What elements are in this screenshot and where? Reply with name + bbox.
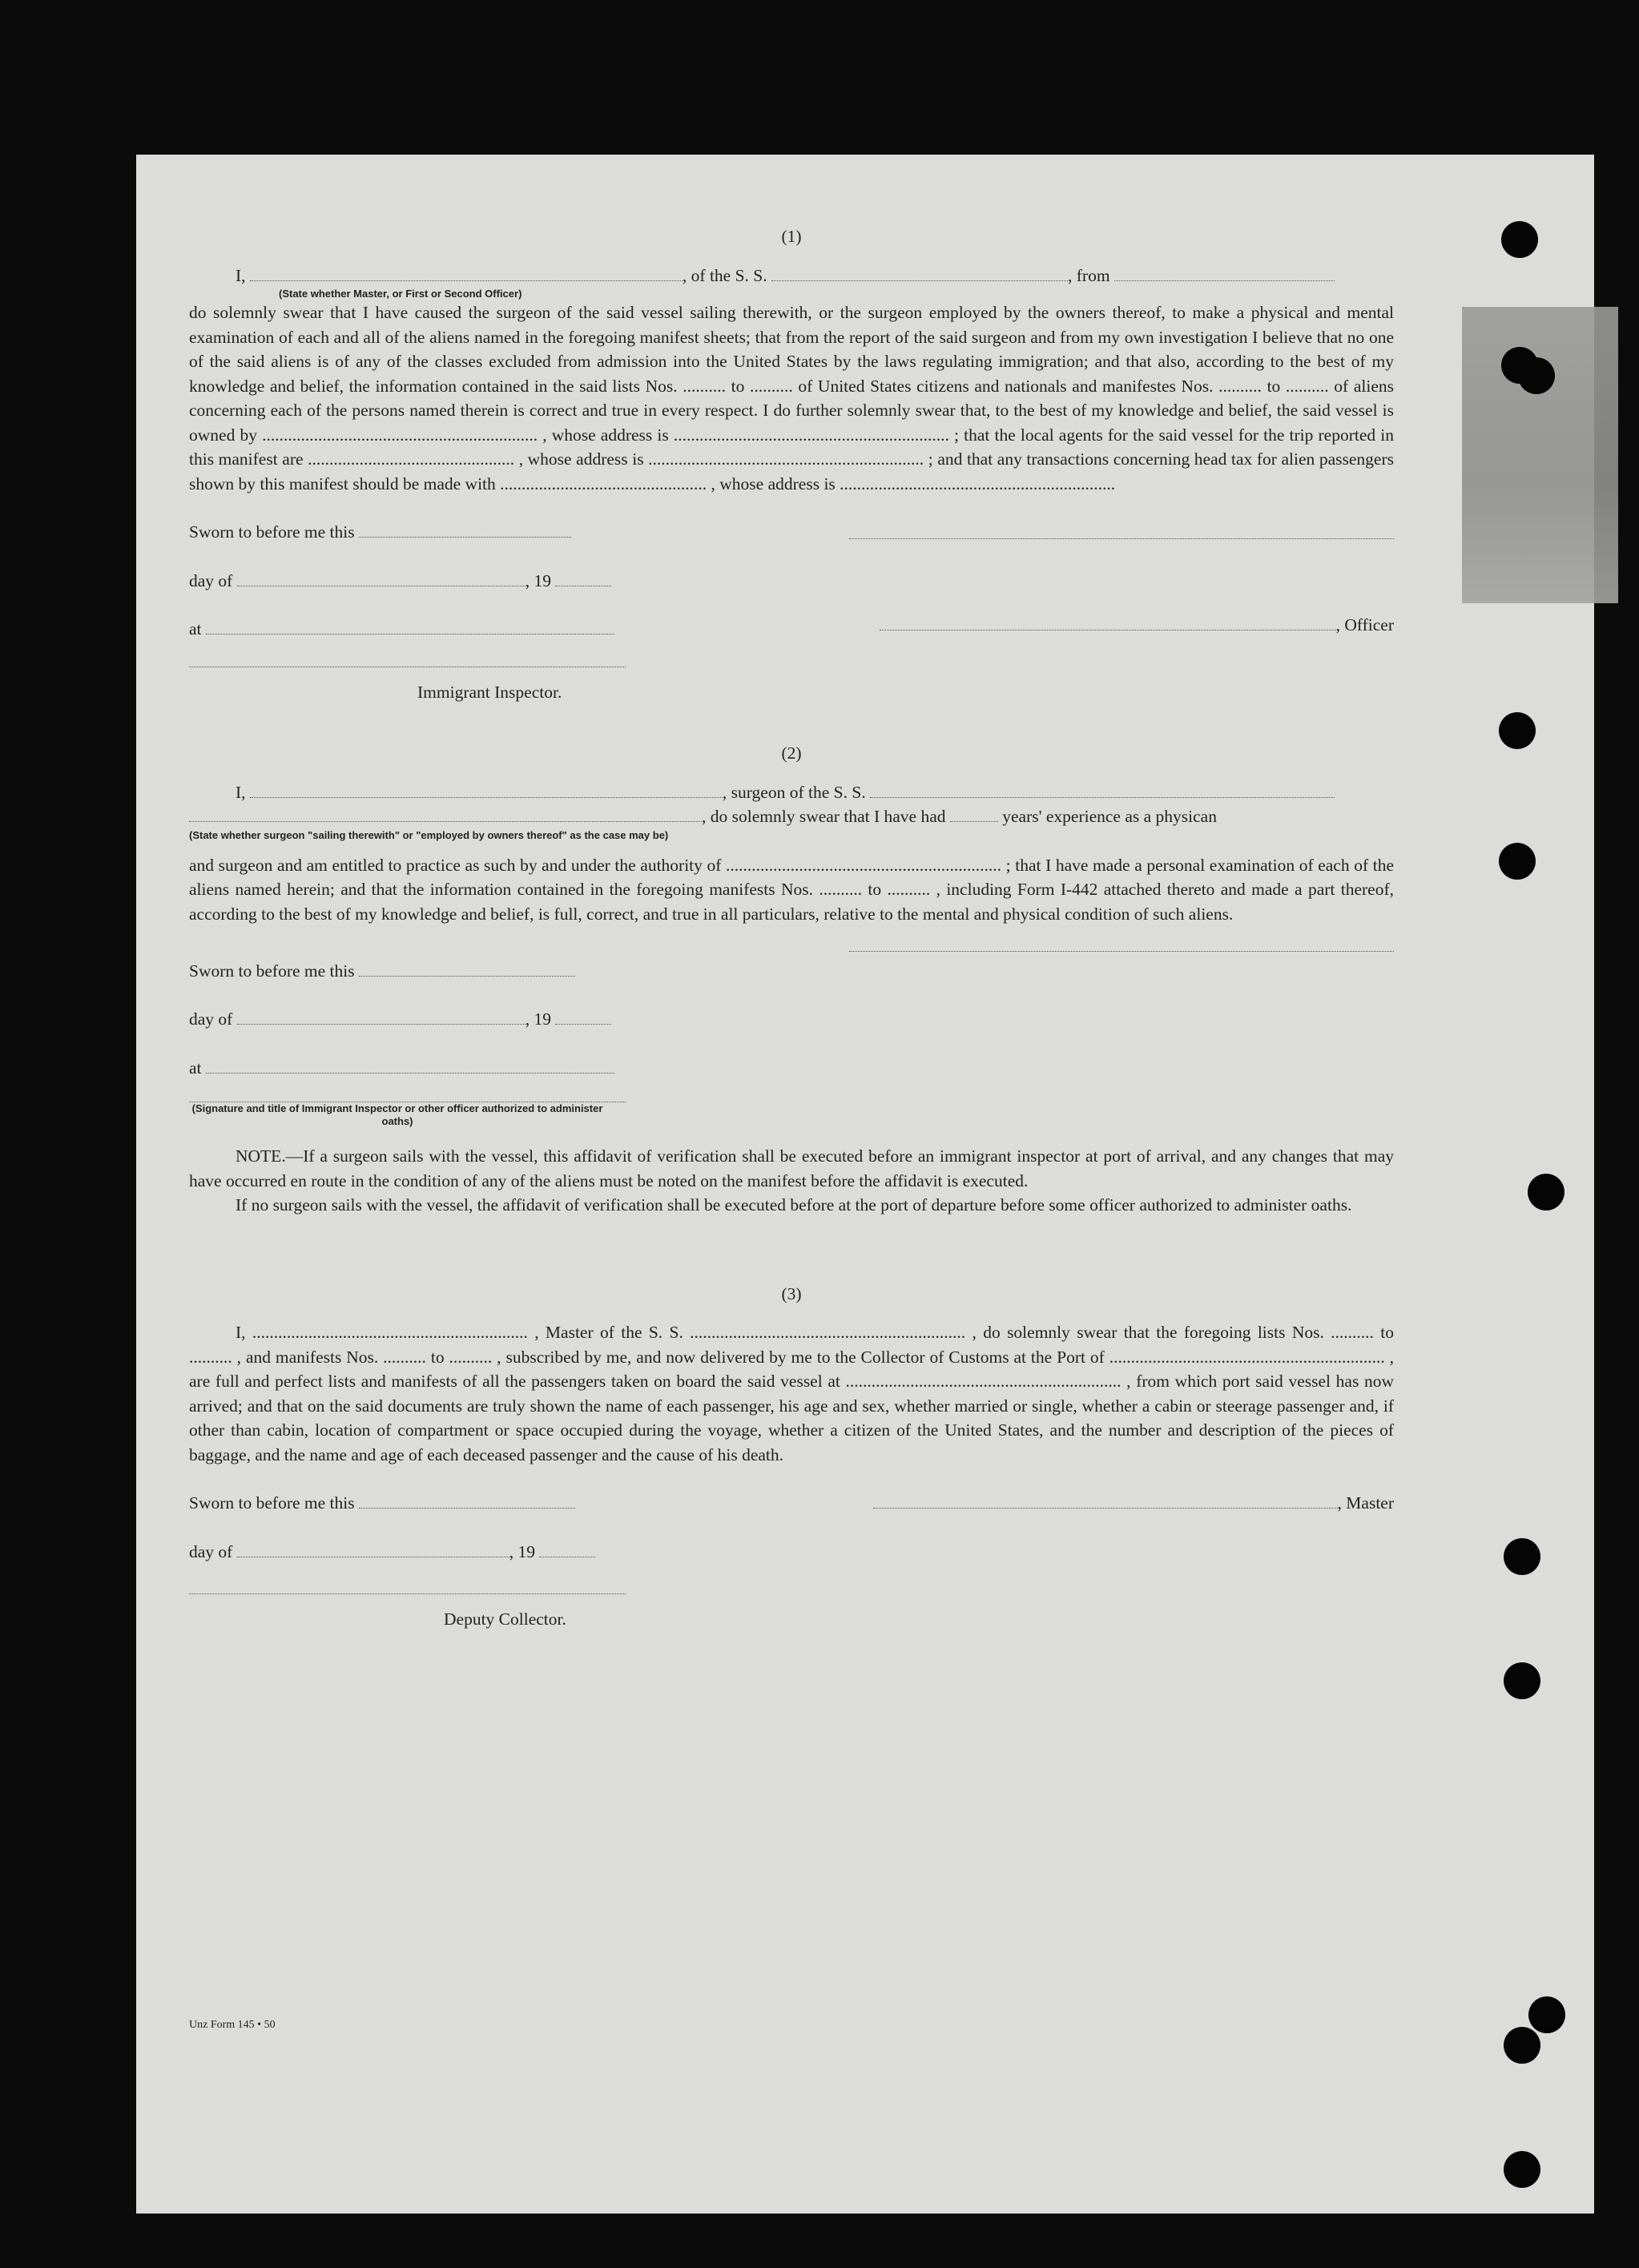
punch-hole bbox=[1504, 1662, 1540, 1699]
form-content bbox=[189, 224, 1394, 1632]
inspector-title: Immigrant Inspector. bbox=[417, 682, 562, 702]
form-number: Unz Form 145 • 50 bbox=[189, 2019, 276, 2031]
surgeon-name-field[interactable] bbox=[250, 783, 723, 798]
officer-signature-field[interactable] bbox=[880, 615, 1336, 630]
place-field[interactable] bbox=[206, 619, 614, 634]
day-field[interactable] bbox=[237, 1542, 509, 1557]
punch-hole bbox=[1528, 1174, 1564, 1211]
day-field[interactable] bbox=[237, 1009, 526, 1025]
punch-hole bbox=[1499, 843, 1536, 880]
master-signature-field[interactable] bbox=[873, 1493, 1338, 1509]
punch-hole bbox=[1518, 357, 1555, 394]
surgeon-status-field[interactable] bbox=[189, 807, 702, 822]
signature-caption: (Signature and title of Immigrant Inspector or other officer authorized to administer oaths) bbox=[191, 1102, 603, 1127]
place-field[interactable] bbox=[206, 1058, 614, 1074]
oath-line-1: I, , of the S. S. , from bbox=[189, 264, 1394, 288]
signature-block: Sworn to before me this day of , 19 at Immigrant Inspector. , Officer bbox=[189, 520, 1394, 704]
punch-hole bbox=[1501, 221, 1538, 258]
note-paragraph-1: NOTE.—If a surgeon sails with the vessel, this affidavit of verification shall be executed before an immigrant inspector at port of arrival, and any changes that may have occurred en route in the condition of any of the aliens must be noted on the manifest before the affidavit is executed. bbox=[189, 1146, 1394, 1190]
year-field[interactable] bbox=[555, 571, 611, 586]
sworn-date-field[interactable] bbox=[359, 522, 571, 538]
tape-patch bbox=[1462, 307, 1618, 603]
years-field[interactable] bbox=[950, 807, 998, 822]
surgeon-line-1: I, , surgeon of the S. S. bbox=[189, 780, 1394, 805]
vessel-name-field[interactable] bbox=[771, 266, 1068, 281]
note-paragraph-2: If no surgeon sails with the vessel, the affidavit of verification shall be executed before at the port of departure before some officer authorized to administer oaths. bbox=[236, 1195, 1352, 1215]
section-number: (2) bbox=[781, 743, 802, 763]
surgeon-line-2: , do solemnly swear that I have had years' experience as a physican bbox=[189, 804, 1394, 829]
sworn-date-field[interactable] bbox=[359, 1493, 575, 1509]
surgeon-signature-line[interactable] bbox=[849, 950, 1394, 952]
from-port-field[interactable] bbox=[1114, 266, 1335, 281]
surgeon-vessel-field[interactable] bbox=[870, 783, 1335, 798]
punch-hole bbox=[1528, 1996, 1565, 2033]
signature-block: Sworn to before me this day of , 19 Deputy Collector. , Master bbox=[189, 1491, 1394, 1632]
punch-hole bbox=[1504, 2027, 1540, 2064]
officer-field[interactable] bbox=[250, 266, 683, 281]
signature-block: Sworn to before me this day of , 19 at (Signature and title of Immigrant Inspector or other officer authorized to administer oaths) bbox=[189, 950, 1394, 1128]
field-caption: (State whether surgeon "sailing therewith" or "employed by owners thereof" as the case may be) bbox=[189, 828, 669, 841]
punch-hole bbox=[1499, 712, 1536, 749]
punch-hole bbox=[1504, 2151, 1540, 2188]
sworn-date-field[interactable] bbox=[359, 961, 575, 977]
year-field[interactable] bbox=[539, 1542, 595, 1557]
collector-title: Deputy Collector. bbox=[444, 1609, 566, 1629]
oath-body: do solemnly swear that I have caused the surgeon of the said vessel sailing therewith, or the surgeon employed by the owners thereof, to make a physical and mental examination of each and all of the aliens named in the foregoing manifest sheets; that from the report of the said surgeon and from my own investigation I believe that no one of the said aliens is of any of the classes excluded from admission into the United States by the laws regulating immigration; and that also, according to the best of my knowledge and belief, the information contained in the said lists Nos. .......... to .......... of United States citizens and nationals and manifestes Nos. .......... to .......... of aliens concerning each of the persons named therein is correct and true in every respect. I do further solemnly swear that, to the best of my knowledge and belief, the said vessel is owned by ................................................................ , whose address is ................................................................ ; that the local agents for the said vessel for the trip reported in this manifest are ................................................ , whose address is ................................................................ ; and that any transactions concerning head tax for alien passengers shown by this manifest should be made with ................................................ , whose address is ................................................................ bbox=[189, 303, 1394, 493]
master-body: I, ................................................................ , Master of the S. S. ................................................................ , do solemnly swear that the foregoing lists Nos. .......... to .......... , and manifests Nos. .......... to .......... , subscribed by me, and now delivered by me to the Collector of Customs at the Port of ................................................................ , are full and perfect lists and manifests of all the passengers taken on board the said vessel at ................................................................ , from which port said vessel has now arrived; and that on the said documents are truly shown the name of each passenger, his age and sex, whether married or single, whether a cabin or steerage passenger and, if other than cabin, location of compartment or space occupied during the voyage, whether a citizen of the United States, and the number and description of the pieces of baggage, and the name and age of each deceased passenger and the cause of his death. bbox=[189, 1323, 1394, 1464]
surgeon-body: and surgeon and am entitled to practice as such by and under the authority of ................................................................ ; that I have made a personal examination of each of the aliens named herein; and that the information contained in the foregoing manifests Nos. .......... to .......... , including Form I-442 attached thereto and made a part thereof, according to the best of my knowledge and belief, is full, correct, and true in all particulars, relative to the mental and physical condition of such aliens. bbox=[189, 855, 1394, 924]
day-field[interactable] bbox=[237, 571, 526, 586]
field-caption: (State whether Master, or First or Second Officer) bbox=[279, 288, 522, 300]
punch-hole bbox=[1504, 1538, 1540, 1575]
year-field[interactable] bbox=[555, 1009, 611, 1025]
section-number: (3) bbox=[781, 1283, 802, 1303]
section-number: (1) bbox=[781, 227, 802, 246]
